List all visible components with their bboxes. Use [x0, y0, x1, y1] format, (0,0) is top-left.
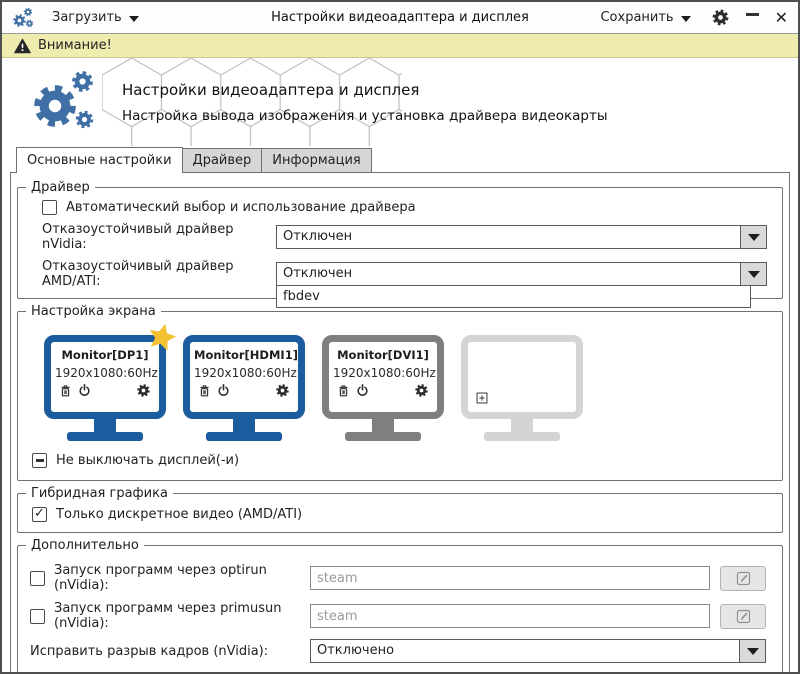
monitor-base — [484, 432, 560, 441]
optirun-checkbox[interactable] — [30, 571, 45, 586]
primusun-edit-button[interactable] — [720, 604, 766, 629]
auto-driver-label: Автоматический выбор и использование драйвера — [66, 200, 416, 215]
tearfix-label: Исправить разрыв кадров (nVidia): — [30, 643, 269, 659]
amd-failsafe-value: Отключен — [283, 266, 353, 281]
power-icon[interactable] — [77, 383, 92, 398]
arrow-down-icon — [748, 271, 760, 278]
tab-page — [10, 172, 790, 674]
nvidia-failsafe-dropdown-arrow[interactable] — [740, 226, 766, 248]
settings-gear-button[interactable] — [711, 8, 730, 27]
monitor-resolution: 1920x1080:60Hz — [55, 366, 158, 380]
tearfix-combobox[interactable] — [310, 639, 766, 663]
load-button-label: Загрузить — [52, 10, 122, 25]
load-caret-icon — [129, 16, 139, 22]
optirun-input[interactable] — [310, 566, 710, 590]
close-button[interactable]: ✕ — [774, 7, 788, 27]
optirun-edit-button[interactable] — [720, 566, 766, 591]
primusun-input[interactable] — [310, 604, 710, 628]
tearfix-dropdown-arrow[interactable] — [739, 640, 765, 662]
keep-display-on-checkbox[interactable] — [32, 453, 47, 468]
monitor-name: Monitor[DVI1] — [337, 348, 429, 362]
amd-failsafe-label: Отказоустойчивый драйвер AMD/ATI: — [42, 259, 234, 289]
save-button-label: Сохранить — [600, 10, 674, 25]
arrow-down-icon — [748, 234, 760, 241]
load-button[interactable] — [48, 8, 143, 27]
monitor-stand — [94, 419, 116, 432]
header-gears-icon — [28, 69, 108, 135]
monitor-gear-icon[interactable] — [414, 383, 429, 398]
screen-group — [17, 304, 783, 481]
nvidia-failsafe-combobox[interactable] — [276, 225, 767, 249]
monitor-add-slot[interactable] — [461, 335, 583, 441]
monitor-dp1[interactable] — [44, 335, 166, 441]
tearfix-row — [18, 639, 782, 663]
monitor-dvi1[interactable] — [322, 335, 444, 441]
check-mark: ✓ — [34, 505, 45, 521]
trash-icon[interactable] — [197, 383, 212, 398]
hybrid-group — [17, 486, 783, 533]
warning-icon — [14, 38, 31, 54]
primusun-label: Запуск программ через primusun (nVidia): — [54, 601, 282, 631]
warning-text: Внимание! — [38, 38, 112, 53]
nvidia-failsafe-label: Отказоустойчивый драйвер nVidia: — [42, 222, 234, 252]
power-icon[interactable] — [355, 383, 370, 398]
nvidia-failsafe-row — [18, 222, 782, 252]
tab-bar — [2, 146, 798, 172]
monitor-row — [18, 321, 782, 441]
discrete-video-label: Только дискретное видео (AMD/ATI) — [56, 507, 303, 522]
edit-pencil-icon — [735, 570, 752, 587]
keep-display-on-label: Не выключать дисплей(-и) — [56, 453, 240, 468]
tearfix-value: Отключено — [317, 643, 395, 658]
amd-failsafe-dropdown-list — [276, 286, 751, 308]
tab-driver[interactable]: Драйвер — [183, 148, 263, 172]
amd-failsafe-combobox[interactable] — [276, 262, 767, 286]
indeterminate-mark — [36, 459, 44, 461]
monitor-name: Monitor[HDMI1] — [194, 348, 298, 362]
save-button[interactable] — [596, 8, 694, 27]
trash-icon[interactable] — [58, 383, 73, 398]
monitor-resolution: 1920x1080:60Hz — [194, 366, 297, 380]
discrete-video-checkbox[interactable] — [32, 507, 47, 522]
monitor-resolution: 1920x1080:60Hz — [333, 366, 436, 380]
nvidia-failsafe-value: Отключен — [283, 229, 353, 244]
window-title: Настройки видеоадаптера и дисплея — [271, 10, 529, 25]
minimize-button[interactable] — [746, 13, 759, 16]
monitor-name: Monitor[DP1] — [61, 348, 149, 362]
monitor-base — [345, 432, 421, 441]
monitor-stand — [511, 419, 533, 432]
power-icon[interactable] — [216, 383, 231, 398]
extra-group — [17, 538, 783, 674]
warning-banner — [2, 34, 798, 58]
hybrid-group-title: Гибридная графика — [31, 486, 168, 501]
monitor-stand — [372, 419, 394, 432]
discrete-video-row — [18, 507, 782, 522]
keep-display-on-row — [18, 453, 782, 468]
tab-main-settings[interactable]: Основные настройки — [16, 147, 183, 173]
extra-group-title: Дополнительно — [31, 538, 139, 553]
screen-group-title: Настройка экрана — [31, 304, 156, 319]
save-caret-icon — [681, 16, 691, 22]
amd-failsafe-dropdown-arrow[interactable] — [740, 263, 766, 285]
app-gears-icon — [12, 7, 36, 29]
auto-driver-row — [18, 200, 782, 215]
driver-group-title: Драйвер — [31, 180, 90, 195]
page-header — [2, 58, 798, 146]
driver-group — [17, 180, 783, 304]
tab-info[interactable]: Информация — [262, 148, 371, 172]
monitor-base — [206, 432, 282, 441]
edit-pencil-icon — [735, 608, 752, 625]
header-subtitle: Настройка вывода изображения и установка драйвера видеокарты — [122, 107, 608, 124]
monitor-gear-icon[interactable] — [275, 383, 290, 398]
primary-star-icon — [146, 321, 178, 353]
optirun-label: Запуск программ через optirun (nVidia): — [54, 563, 267, 593]
monitor-base — [67, 432, 143, 441]
add-monitor-icon[interactable] — [475, 391, 489, 405]
monitor-stand — [233, 419, 255, 432]
dropdown-option-fbdev[interactable]: fbdev — [277, 286, 750, 307]
titlebar-right — [596, 8, 788, 27]
monitor-gear-icon[interactable] — [136, 383, 151, 398]
auto-driver-checkbox[interactable] — [42, 200, 57, 215]
monitor-hdmi1[interactable] — [183, 335, 305, 441]
title-bar — [2, 2, 798, 34]
primusun-row — [18, 601, 782, 631]
primusun-checkbox[interactable] — [30, 609, 45, 624]
header-title: Настройки видеоадаптера и дисплея — [122, 80, 420, 99]
optirun-row — [18, 563, 782, 593]
trash-icon[interactable] — [336, 383, 351, 398]
amd-failsafe-row — [18, 259, 782, 304]
arrow-down-icon — [747, 648, 759, 655]
